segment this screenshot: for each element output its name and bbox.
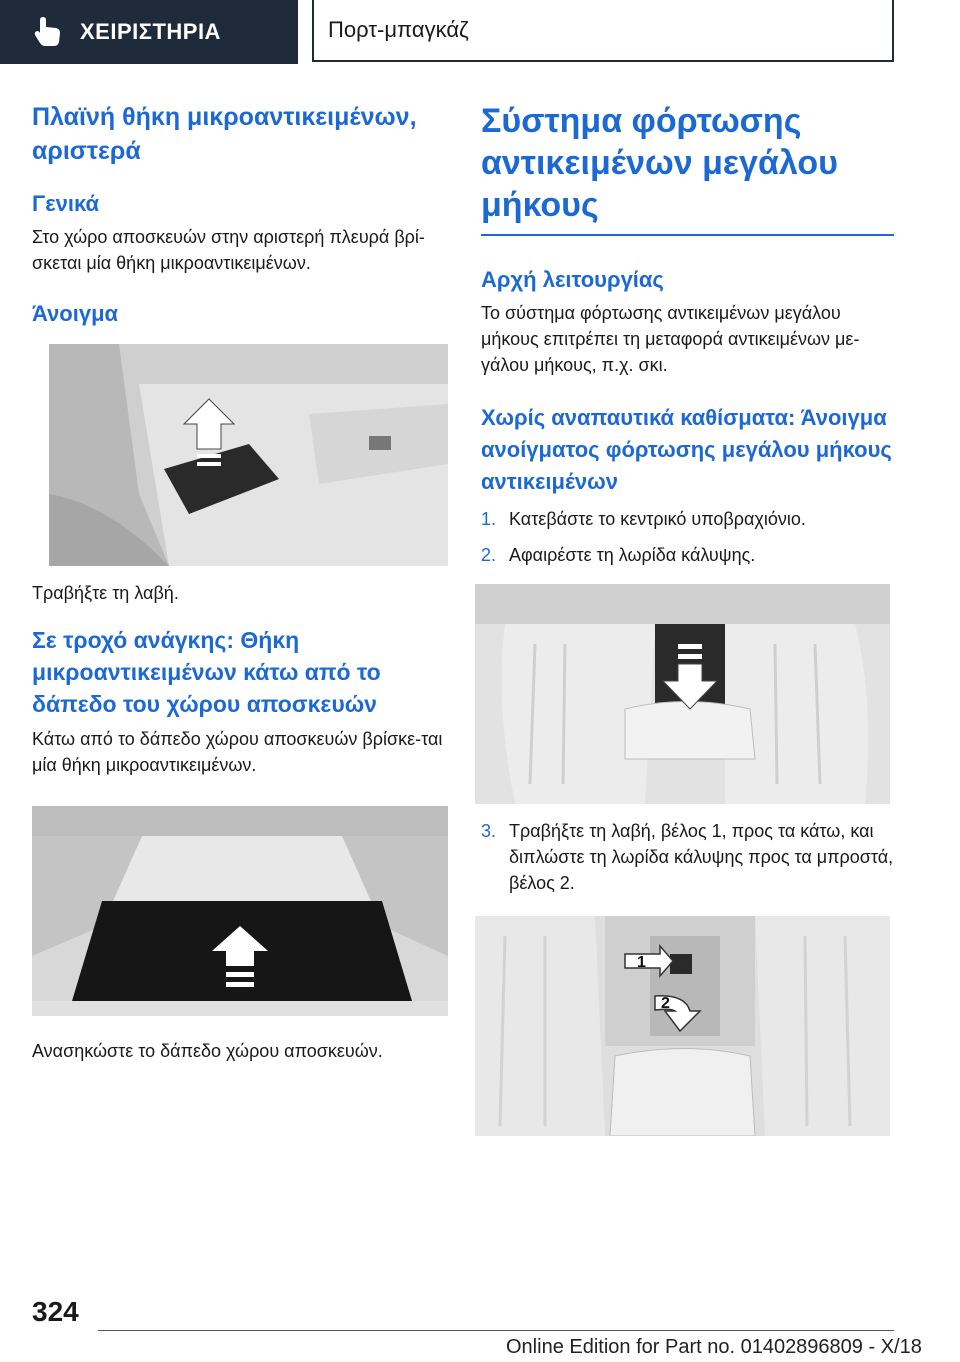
right-column (481, 100, 894, 1136)
step-text: Αφαιρέστε τη λωρίδα κάλυψης. (509, 545, 756, 565)
title-rule (481, 234, 894, 236)
step-item (481, 818, 894, 896)
emergency-text: Κάτω από το δάπεδο χώρου αποσκευών βρίσκε-ται μία θήκη μικροαντικειμένων. (32, 729, 443, 775)
step-text: Τραβήξτε τη λαβή, βέλος 1, προς τα κάτω, και διπλώστε τη λωρίδα κάλυψης προς τα μπροστά, βέλος 2. (509, 821, 894, 893)
steps-list-a (481, 506, 894, 568)
arrow-2-label: 2 (661, 995, 670, 1012)
step-number: 2. (481, 545, 497, 565)
side-compartment-illustration (49, 344, 448, 566)
page-number: 324 (32, 1296, 79, 1327)
armrest-illustration (475, 584, 890, 804)
cover-strip-photo (475, 916, 890, 1136)
floor-compartment-photo (32, 806, 448, 1016)
section-title-text: Πορτ-μπαγκάζ (328, 17, 469, 42)
general-heading: Γενικά (32, 191, 100, 216)
loading-system-title: Σύστημα φόρτωσης αντικειμένων μεγάλου μήκους (481, 102, 838, 224)
photo2-caption: Ανασηκώστε το δάπεδο χώρου αποσκευών. (32, 1041, 383, 1061)
pointing-hand-icon (30, 14, 66, 50)
chapter-tab-label: ΧΕΙΡΙΣΤΗΡΙΑ (80, 19, 221, 44)
cover-strip-illustration (475, 916, 890, 1136)
floor-compartment-illustration (32, 806, 448, 1016)
chapter-tab[interactable] (0, 0, 298, 64)
footer-rule (98, 1330, 894, 1331)
principle-heading: Αρχή λειτουργίας (481, 267, 664, 292)
no-seats-heading: Χωρίς αναπαυτικά καθίσματα: Άνοιγμα ανοίγματος φόρτωσης μεγάλου μήκους αντικειμένων (481, 405, 892, 494)
edition-note: Online Edition for Part no. 01402896809 - X/18 (506, 1336, 922, 1358)
step-number: 3. (481, 821, 497, 841)
general-text: Στο χώρο αποσκευών στην αριστερή πλευρά βρί-σκεται μία θήκη μικροαντικειμένων. (32, 227, 425, 273)
step-number: 1. (481, 509, 497, 529)
principle-text: Το σύστημα φόρτωσης αντικειμένων μεγάλου μήκους επιτρέπει τη μεταφορά αντικειμένων με-γάλου μήκους, π.χ. σκι. (481, 303, 860, 375)
photo1-caption: Τραβήξτε τη λαβή. (32, 583, 179, 603)
step-item (481, 542, 894, 568)
step-text: Κατεβάστε το κεντρικό υποβραχιόνιο. (509, 509, 806, 529)
side-compartment-title: Πλαϊνή θήκη μικροαντικειμένων, αριστερά (32, 103, 417, 165)
left-column (32, 100, 448, 1064)
step-item (481, 506, 894, 532)
opening-heading: Άνοιγμα (32, 301, 119, 326)
rear-seat-armrest-photo (475, 584, 890, 804)
steps-list-b (481, 818, 894, 896)
side-compartment-photo (49, 344, 448, 566)
arrow-1-label: 1 (637, 954, 646, 971)
section-title (312, 0, 894, 62)
emergency-heading: Σε τροχό ανάγκης: Θήκη μικροαντικειμένων κάτω από το δάπεδο του χώρου αποσκευών (32, 627, 381, 717)
